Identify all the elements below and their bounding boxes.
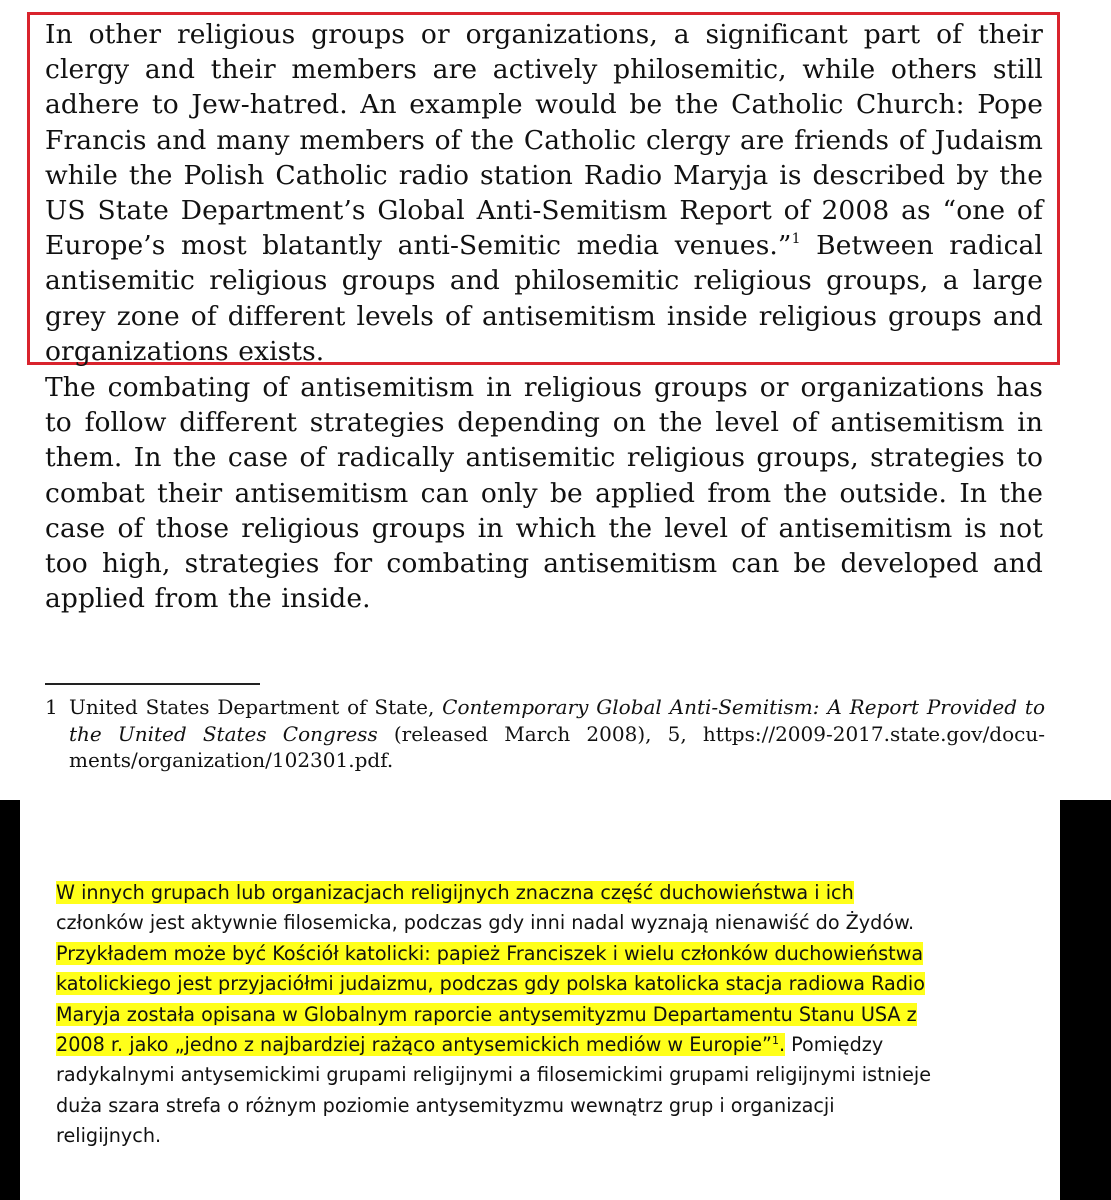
plain-text: Pomiędzy bbox=[785, 1033, 884, 1057]
translation-line bbox=[56, 939, 1056, 969]
highlighted-text: Maryja została opisana w Globalnym raporcie antysemityzmu Departamentu Stanu USA z bbox=[56, 1002, 917, 1026]
translation-line bbox=[56, 878, 1056, 908]
translation-line bbox=[56, 1091, 1056, 1121]
highlighted-text: W innych grupach lub organizacjach religijnych znaczna część duchowieństwa i ich bbox=[56, 881, 854, 904]
translation-line bbox=[56, 1060, 1056, 1090]
translation-text bbox=[56, 878, 1056, 1152]
footnote-marker: 1 bbox=[771, 1034, 779, 1048]
translation-line bbox=[56, 969, 1056, 999]
footnote-prefix: United States Department of State, bbox=[69, 695, 443, 719]
plain-text: radykalnymi antysemickimi grupami religijnymi a filosemickimi grupami religijnymi istnieje bbox=[56, 1063, 932, 1087]
plain-text: członków jest aktywnie filosemicka, podczas gdy inni nadal wyznają nienawiść do Żydów. bbox=[56, 911, 915, 935]
footnote-divider bbox=[45, 683, 260, 685]
translation-region bbox=[0, 800, 1111, 1200]
paragraph-text-continued: Between radical antisemitic religious groups and philosemitic religious groups, a large grey zone of different levels of antisemitism inside religious groups and organizations exists. bbox=[45, 230, 1043, 367]
translation-line bbox=[56, 1030, 1056, 1060]
highlighted-text: Przykładem może być Kościół katolicki: papież Franciszek i wielu członków duchowieństwa bbox=[56, 941, 924, 965]
highlighted-period: . bbox=[778, 1033, 786, 1057]
translation-card bbox=[20, 800, 1060, 1200]
footnote-number: 1 bbox=[45, 695, 58, 719]
plain-text: duża szara strefa o różnym poziomie antysemityzmu wewnątrz grup i organizacji bbox=[56, 1093, 835, 1117]
footnote-text bbox=[69, 694, 1045, 774]
plain-text: religijnych. bbox=[56, 1124, 162, 1148]
footnote-title: Contemporary Global Anti-Semitism: A Report Provided to the United States Congress bbox=[69, 695, 1045, 746]
translation-line bbox=[56, 1121, 1056, 1151]
source-paragraph: The combating of antisemitism in religious groups or organizations has to follow different strategies depending on the level of antisemitism in them. In the case of radically antisemitic religious groups, strategies to combat their antisemitism can only be applied from the outside. In the case of those religious groups in which the level of antisemitism is not too high, strategies for combating antisemitism can be developed and applied from the inside. bbox=[45, 372, 1043, 615]
footnote-marker: 1 bbox=[791, 231, 801, 248]
highlighted-quote: 2008 r. jako „jedno z najbardziej rażąco antysemickich mediów w Europie” bbox=[56, 1033, 772, 1057]
translation-line bbox=[56, 908, 1056, 938]
paragraph-text: In other religious groups or organizations, a significant part of their clergy and their members are actively philosemitic, while others still adhere to Jew-hatred. An example would be the Catholic Church: Pope Francis and many members of the Catholic clergy are friends of Judaism while the Polish Catholic radio station Radio Maryja is described by the US State Department’s Global Anti-Semitism Report of 2008 as “one of Europe’s most blatantly anti-Semitic media venues.” bbox=[45, 19, 1043, 262]
footnote bbox=[45, 694, 1045, 774]
footnote-suffix: (released March 2008), 5, https://2009-2017.state.gov/documents/organization/102301.pdf. bbox=[69, 721, 1046, 772]
highlighted-text bbox=[56, 1033, 785, 1056]
highlighted-text: katolickiego jest przyjaciółmi judaizmu, podczas gdy polska katolicka stacja radiowa Radio bbox=[56, 972, 925, 996]
source-paragraph-highlighted bbox=[45, 17, 1043, 369]
translation-line bbox=[56, 1000, 1056, 1030]
